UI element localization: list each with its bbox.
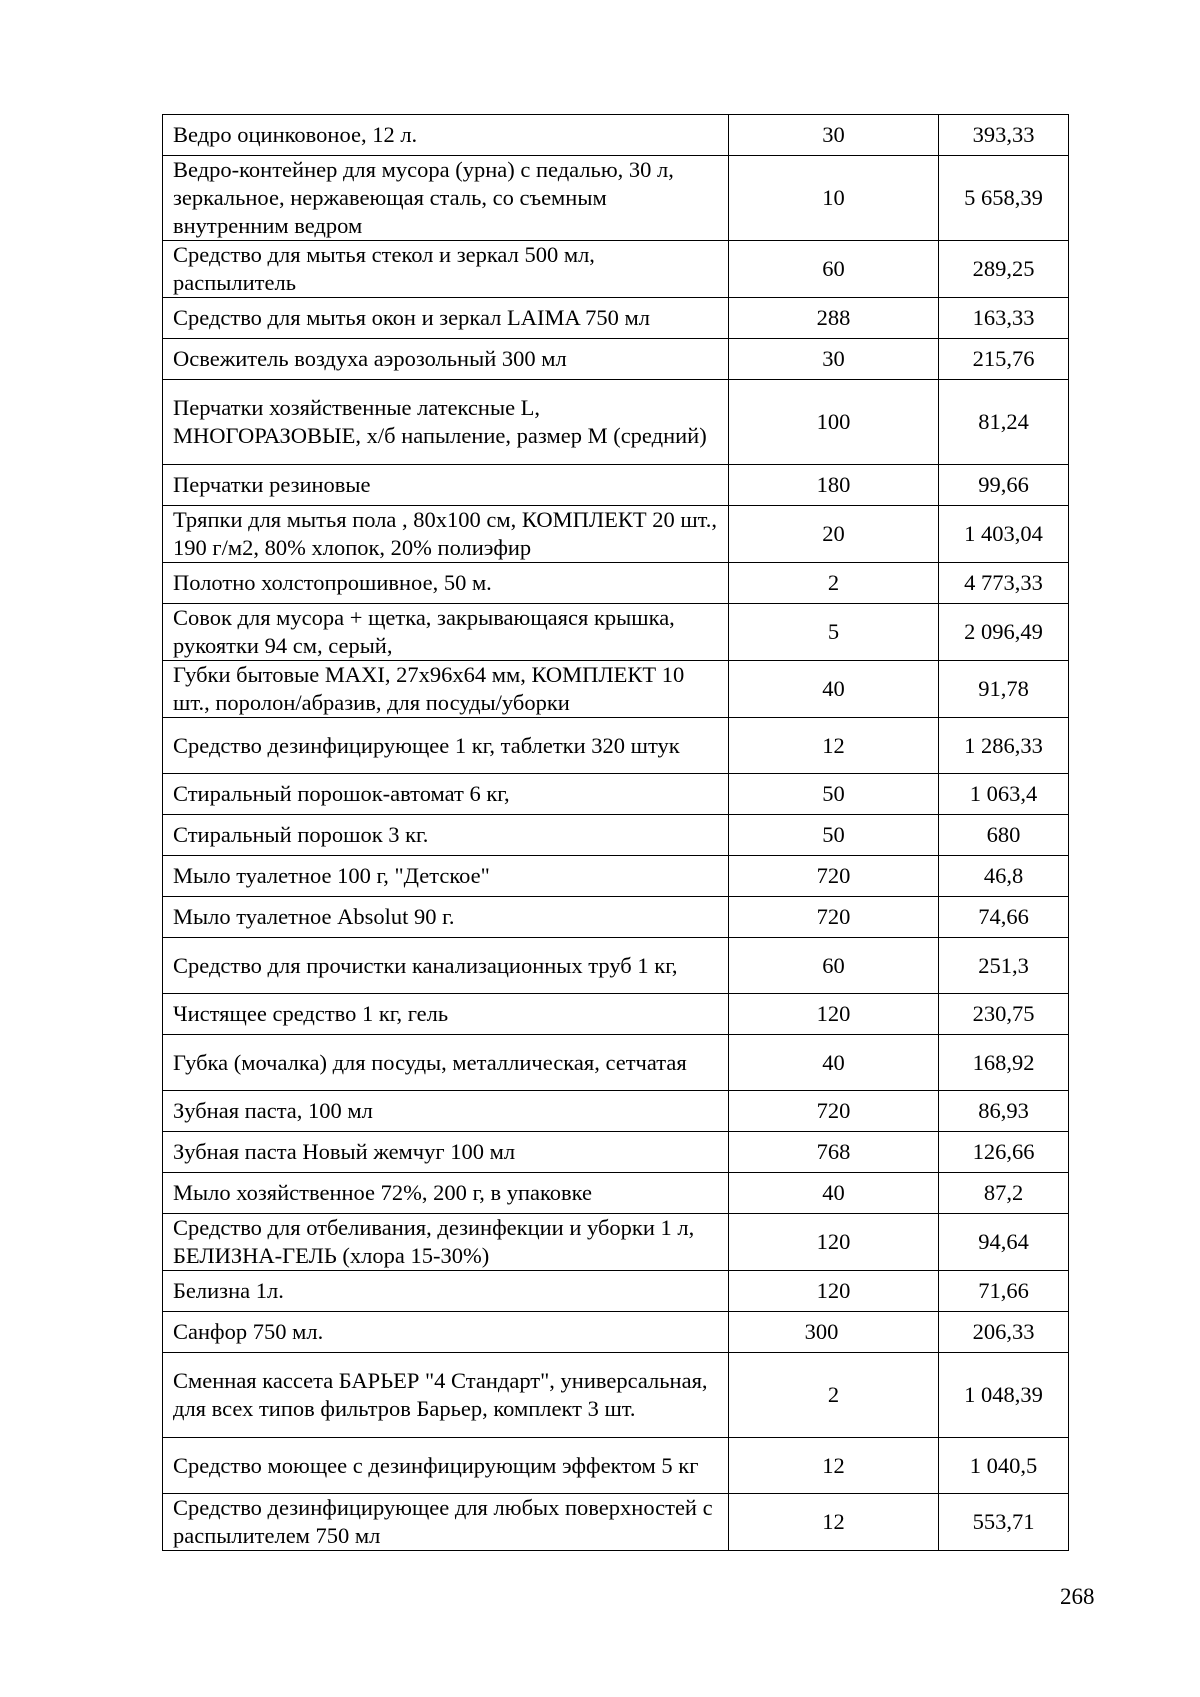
item-price-cell: 1 040,5	[939, 1438, 1069, 1494]
item-price-cell: 1 048,39	[939, 1353, 1069, 1438]
item-name-cell: Полотно холстопрошивное, 50 м.	[163, 563, 729, 604]
item-price-cell: 74,66	[939, 897, 1069, 938]
item-name-cell: Средство для мытья окон и зеркал LAIMA 750 мл	[163, 298, 729, 339]
item-name-cell: Стиральный порошок-автомат 6 кг,	[163, 774, 729, 815]
item-name-cell: Мыло туалетное 100 г, "Детское"	[163, 856, 729, 897]
table-row	[163, 241, 1069, 298]
item-quantity-cell: 40	[729, 661, 939, 718]
item-price-cell: 5 658,39	[939, 156, 1069, 241]
table-row	[163, 1271, 1069, 1312]
item-price-cell: 81,24	[939, 380, 1069, 465]
table-row	[163, 339, 1069, 380]
item-quantity-cell: 5	[729, 604, 939, 661]
item-quantity-cell: 50	[729, 815, 939, 856]
item-name-cell: Сменная кассета БАРЬЕР "4 Стандарт", универсальная, для всех типов фильтров Барьер, комплект 3 шт.	[163, 1353, 729, 1438]
item-quantity-cell: 50	[729, 774, 939, 815]
item-price-cell: 393,33	[939, 115, 1069, 156]
item-name-cell: Средство для отбеливания, дезинфекции и уборки 1 л, БЕЛИЗНА-ГЕЛЬ (хлора 15-30%)	[163, 1214, 729, 1271]
item-price-cell: 206,33	[939, 1312, 1069, 1353]
table-row	[163, 115, 1069, 156]
item-name-cell: Средство дезинфицирующее для любых поверхностей с распылителем 750 мл	[163, 1494, 729, 1551]
table-row	[163, 1312, 1069, 1353]
page-number: 268	[1060, 1584, 1095, 1609]
item-quantity-cell: 12	[729, 1438, 939, 1494]
item-price-cell: 87,2	[939, 1173, 1069, 1214]
item-price-cell: 4 773,33	[939, 563, 1069, 604]
item-name-cell: Перчатки хозяйственные латексные L, МНОГОРАЗОВЫЕ, х/б напыление, размер M (средний)	[163, 380, 729, 465]
item-price-cell: 168,92	[939, 1035, 1069, 1091]
item-price-cell: 215,76	[939, 339, 1069, 380]
table-row	[163, 1494, 1069, 1551]
item-price-cell: 94,64	[939, 1214, 1069, 1271]
item-price-cell: 1 063,4	[939, 774, 1069, 815]
item-name-cell: Совок для мусора + щетка, закрывающаяся крышка, рукоятки 94 см, серый,	[163, 604, 729, 661]
table-row	[163, 994, 1069, 1035]
item-quantity-cell: 120	[729, 994, 939, 1035]
item-name-cell: Чистящее средство 1 кг, гель	[163, 994, 729, 1035]
table-row	[163, 1173, 1069, 1214]
table-row	[163, 506, 1069, 563]
table-row	[163, 897, 1069, 938]
item-price-cell: 1 403,04	[939, 506, 1069, 563]
table-row	[163, 661, 1069, 718]
item-name-cell: Мыло туалетное Absolut 90 г.	[163, 897, 729, 938]
table-row	[163, 1214, 1069, 1271]
item-price-cell: 126,66	[939, 1132, 1069, 1173]
items-table-body	[163, 115, 1069, 1551]
item-quantity-cell: 12	[729, 1494, 939, 1551]
table-row	[163, 380, 1069, 465]
item-quantity-cell: 40	[729, 1173, 939, 1214]
item-price-cell: 91,78	[939, 661, 1069, 718]
item-price-cell: 2 096,49	[939, 604, 1069, 661]
item-quantity-cell: 2	[729, 1353, 939, 1438]
table-row	[163, 1353, 1069, 1438]
item-quantity-cell: 720	[729, 1091, 939, 1132]
item-price-cell: 99,66	[939, 465, 1069, 506]
item-name-cell: Губка (мочалка) для посуды, металлическая, сетчатая	[163, 1035, 729, 1091]
item-quantity-cell: 10	[729, 156, 939, 241]
item-name-cell: Белизна 1л.	[163, 1271, 729, 1312]
item-price-cell: 289,25	[939, 241, 1069, 298]
table-row	[163, 563, 1069, 604]
item-name-cell: Тряпки для мытья пола , 80х100 см, КОМПЛЕКТ 20 шт., 190 г/м2, 80% хлопок, 20% полиэфир	[163, 506, 729, 563]
item-name-cell: Освежитель воздуха аэрозольный 300 мл	[163, 339, 729, 380]
item-quantity-cell: 60	[729, 241, 939, 298]
item-name-cell: Средство дезинфицирующее 1 кг, таблетки 320 штук	[163, 718, 729, 774]
item-quantity-cell: 20	[729, 506, 939, 563]
items-table	[162, 114, 1069, 1551]
item-price-cell: 680	[939, 815, 1069, 856]
item-price-cell: 163,33	[939, 298, 1069, 339]
table-row	[163, 156, 1069, 241]
item-name-cell: Средство для прочистки канализационных труб 1 кг,	[163, 938, 729, 994]
table-row	[163, 938, 1069, 994]
item-quantity-cell: 300	[729, 1312, 939, 1353]
item-name-cell: Средство моющее с дезинфицирующим эффектом 5 кг	[163, 1438, 729, 1494]
table-row	[163, 1091, 1069, 1132]
item-quantity-cell: 60	[729, 938, 939, 994]
item-quantity-cell: 100	[729, 380, 939, 465]
item-price-cell: 230,75	[939, 994, 1069, 1035]
item-price-cell: 71,66	[939, 1271, 1069, 1312]
item-name-cell: Ведро оцинковоное, 12 л.	[163, 115, 729, 156]
item-name-cell: Стиральный порошок 3 кг.	[163, 815, 729, 856]
item-price-cell: 553,71	[939, 1494, 1069, 1551]
table-row	[163, 815, 1069, 856]
item-quantity-cell: 288	[729, 298, 939, 339]
item-price-cell: 251,3	[939, 938, 1069, 994]
item-quantity-cell: 768	[729, 1132, 939, 1173]
item-quantity-cell: 2	[729, 563, 939, 604]
item-quantity-cell: 30	[729, 115, 939, 156]
table-row	[163, 604, 1069, 661]
item-name-cell: Зубная паста, 100 мл	[163, 1091, 729, 1132]
item-name-cell: Мыло хозяйственное 72%, 200 г, в упаковке	[163, 1173, 729, 1214]
item-quantity-cell: 120	[729, 1271, 939, 1312]
item-name-cell: Средство для мытья стекол и зеркал 500 мл, распылитель	[163, 241, 729, 298]
item-quantity-cell: 720	[729, 856, 939, 897]
item-price-cell: 46,8	[939, 856, 1069, 897]
item-quantity-cell: 12	[729, 718, 939, 774]
item-price-cell: 86,93	[939, 1091, 1069, 1132]
table-row	[163, 1438, 1069, 1494]
table-row	[163, 1035, 1069, 1091]
table-row	[163, 718, 1069, 774]
item-quantity-cell: 720	[729, 897, 939, 938]
item-name-cell: Губки бытовые MAXI, 27х96х64 мм, КОМПЛЕКТ 10 шт., поролон/абразив, для посуды/уборки	[163, 661, 729, 718]
item-name-cell: Санфор 750 мл.	[163, 1312, 729, 1353]
item-quantity-cell: 30	[729, 339, 939, 380]
table-row	[163, 856, 1069, 897]
item-quantity-cell: 40	[729, 1035, 939, 1091]
table-row	[163, 1132, 1069, 1173]
table-row	[163, 298, 1069, 339]
item-name-cell: Перчатки резиновые	[163, 465, 729, 506]
item-quantity-cell: 180	[729, 465, 939, 506]
item-price-cell: 1 286,33	[939, 718, 1069, 774]
item-name-cell: Зубная паста Новый жемчуг 100 мл	[163, 1132, 729, 1173]
item-quantity-cell: 120	[729, 1214, 939, 1271]
item-name-cell: Ведро-контейнер для мусора (урна) с педалью, 30 л, зеркальное, нержавеющая сталь, со съемным внутренним ведром	[163, 156, 729, 241]
table-row	[163, 465, 1069, 506]
table-row	[163, 774, 1069, 815]
